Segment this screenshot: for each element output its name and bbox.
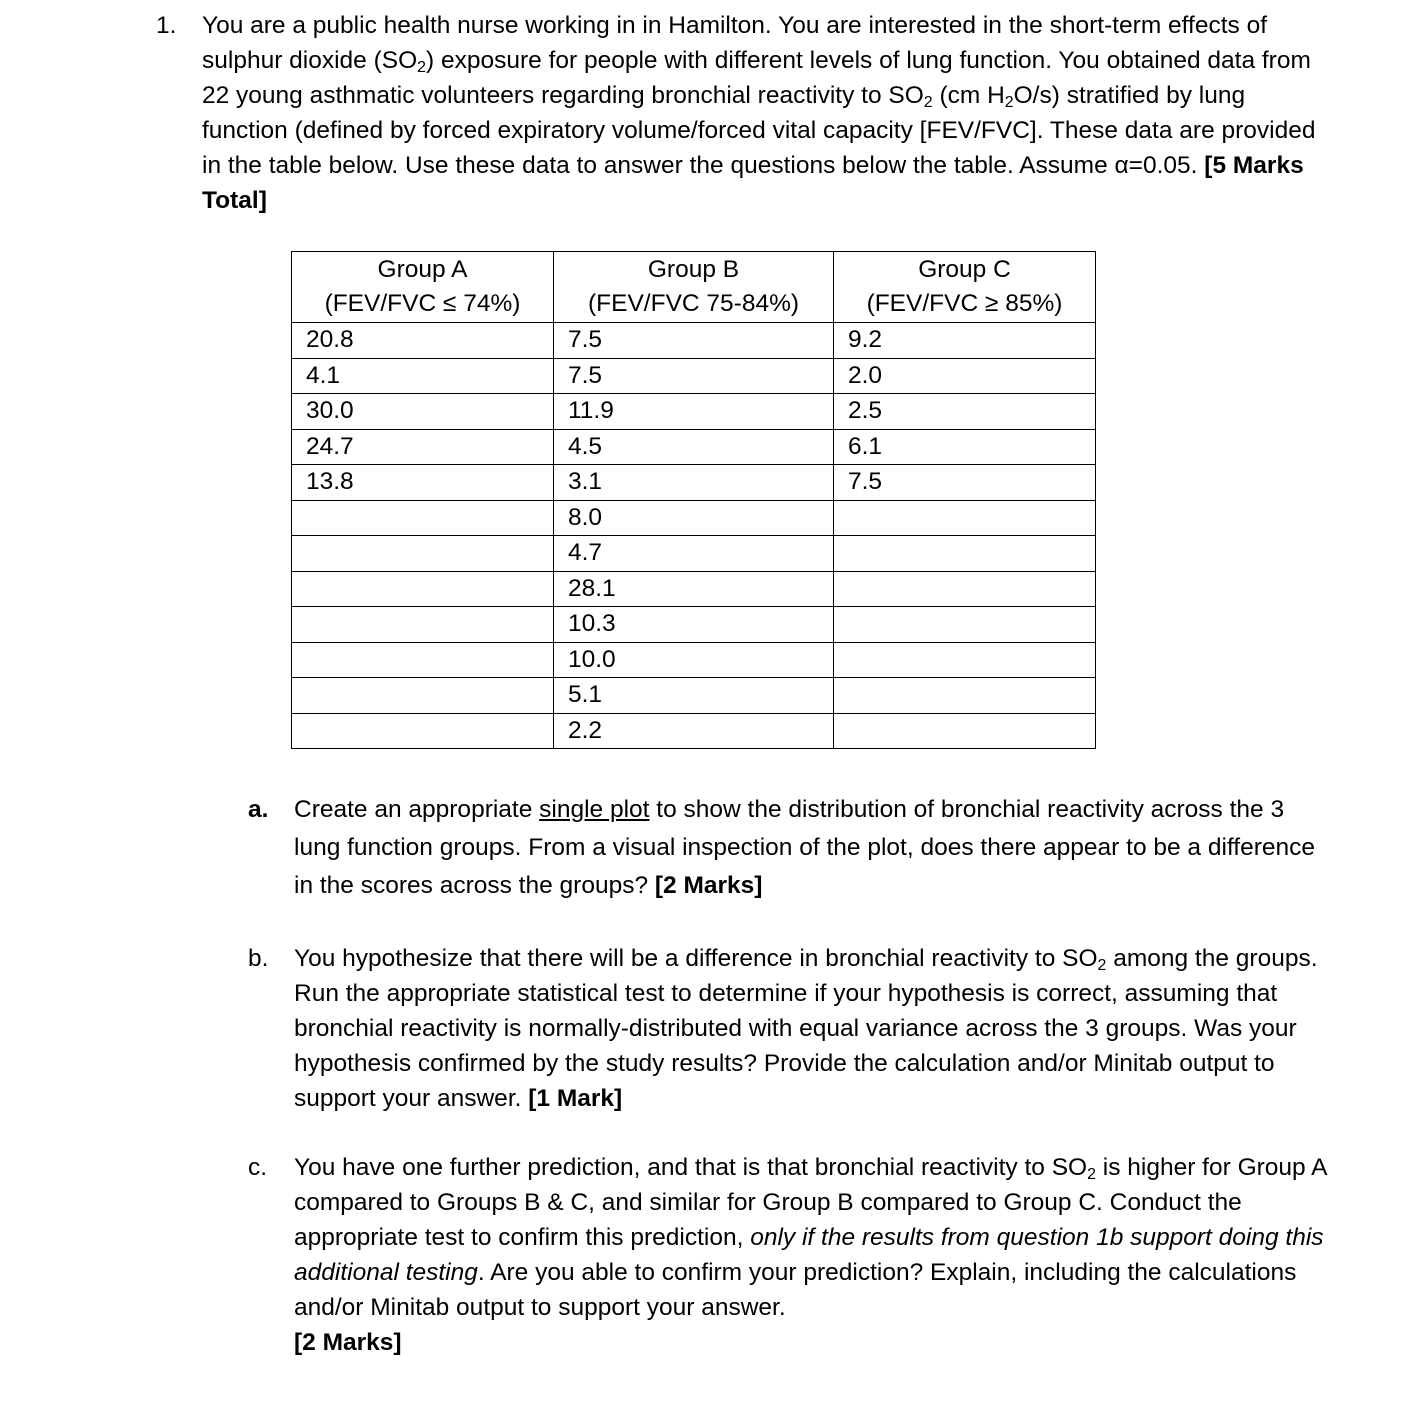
table-cell-group-b: 7.5 bbox=[554, 358, 834, 394]
table-cell-group-a bbox=[292, 571, 554, 607]
part-b-subscript: 2 bbox=[1097, 956, 1107, 974]
part-a bbox=[248, 791, 1328, 905]
table-cell-group-a bbox=[292, 678, 554, 714]
part-b-pre: You hypothesize that there will be a difference in bronchial reactivity to SO bbox=[294, 945, 1098, 972]
table-row bbox=[292, 429, 1096, 465]
intro-text-2: ) exposure for people with different levels of lung function. You obtained data from 22 young asthmatic volunteers regarding bronchial reactivity to SO bbox=[202, 47, 1311, 109]
part-c bbox=[248, 1150, 1328, 1360]
part-a-underlined: single plot bbox=[539, 796, 650, 823]
intro-subscript-2: 2 bbox=[923, 93, 933, 111]
table-cell-group-b: 28.1 bbox=[554, 571, 834, 607]
table-cell-group-b: 2.2 bbox=[554, 713, 834, 749]
intro-subscript-1: 2 bbox=[417, 58, 427, 76]
part-a-pre: Create an appropriate bbox=[294, 796, 540, 823]
table-cell-group-c bbox=[834, 678, 1096, 714]
group-range: (FEV/FVC ≤ 74%) bbox=[324, 290, 521, 317]
table-row bbox=[292, 358, 1096, 394]
table-cell-group-c: 9.2 bbox=[834, 323, 1096, 359]
total-marks: [5 Marks Total] bbox=[202, 152, 1304, 214]
question-1 bbox=[156, 8, 1336, 218]
question-intro bbox=[202, 8, 1336, 218]
part-b-post: among the groups. Run the appropriate statistical test to determine if your hypothesis is correct, assuming that bronchial reactivity is normally-distributed with equal variance across the 3 groups. Was your hypothesis confirmed by the study results? Provide the calculation and/or Minitab output to support your answer. bbox=[294, 945, 1318, 1112]
table-cell-group-a: 30.0 bbox=[292, 394, 554, 430]
table-row bbox=[292, 323, 1096, 359]
table-cell-group-c bbox=[834, 713, 1096, 749]
header-group-c bbox=[834, 252, 1096, 323]
table-cell-group-c bbox=[834, 607, 1096, 643]
table-cell-group-c bbox=[834, 571, 1096, 607]
group-name: Group C bbox=[918, 256, 1011, 283]
header-group-b bbox=[554, 252, 834, 323]
part-c-text bbox=[294, 1150, 1328, 1360]
part-b-label: b. bbox=[248, 945, 269, 972]
part-a-marks: [2 Marks] bbox=[654, 872, 763, 899]
table-cell-group-c: 2.0 bbox=[834, 358, 1096, 394]
table-header-row bbox=[292, 252, 1096, 323]
group-range: (FEV/FVC 75-84%) bbox=[587, 290, 800, 317]
group-range: (FEV/FVC ≥ 85%) bbox=[866, 290, 1063, 317]
group-name: Group A bbox=[377, 256, 468, 283]
table-cell-group-c: 2.5 bbox=[834, 394, 1096, 430]
part-a-label: a. bbox=[248, 796, 269, 823]
table-cell-group-b: 3.1 bbox=[554, 465, 834, 501]
part-c-label: c. bbox=[248, 1154, 268, 1181]
table-cell-group-a: 4.1 bbox=[292, 358, 554, 394]
table-row bbox=[292, 571, 1096, 607]
intro-subscript-3: 2 bbox=[1004, 93, 1014, 111]
question-number: 1. bbox=[156, 12, 177, 39]
group-name: Group B bbox=[647, 256, 740, 283]
table-cell-group-a bbox=[292, 536, 554, 572]
intro-text-4: O/s) stratified by lung function (defined by forced expiratory volume/forced vital capacity [FEV/FVC]. These data are provided in the table below. Use these data to answer the questions below the table. Assume α=0.05. bbox=[202, 82, 1316, 179]
table-cell-group-b: 7.5 bbox=[554, 323, 834, 359]
table-body bbox=[292, 323, 1096, 749]
intro-text-1: You are a public health nurse working in in Hamilton. You are interested in the short-term effects of sulphur dioxide (SO bbox=[202, 12, 1268, 74]
table-cell-group-c bbox=[834, 642, 1096, 678]
table-row bbox=[292, 642, 1096, 678]
part-c-italic: only if the results from question 1b support doing this additional testing bbox=[294, 1224, 1324, 1286]
table-cell-group-a bbox=[292, 713, 554, 749]
table-cell-group-c: 7.5 bbox=[834, 465, 1096, 501]
table-cell-group-a: 20.8 bbox=[292, 323, 554, 359]
table-cell-group-b: 4.5 bbox=[554, 429, 834, 465]
table-cell-group-c: 6.1 bbox=[834, 429, 1096, 465]
table-cell-group-b: 10.0 bbox=[554, 642, 834, 678]
part-a-post: to show the distribution of bronchial reactivity across the 3 lung function groups. From a visual inspection of the plot, does there appear to be a difference in the scores across the groups? bbox=[294, 796, 1316, 899]
table-cell-group-b: 8.0 bbox=[554, 500, 834, 536]
table-row bbox=[292, 607, 1096, 643]
table-row bbox=[292, 394, 1096, 430]
table-cell-group-a bbox=[292, 607, 554, 643]
table-row bbox=[292, 713, 1096, 749]
data-table bbox=[291, 251, 1096, 749]
part-b bbox=[248, 941, 1328, 1116]
part-c-marks: [2 Marks] bbox=[294, 1329, 402, 1356]
part-c-pre: You have one further prediction, and that is that bronchial reactivity to SO bbox=[294, 1154, 1088, 1181]
header-group-a bbox=[292, 252, 554, 323]
part-c-post: . Are you able to confirm your prediction? Explain, including the calculations and/or Minitab output to support your answer. bbox=[294, 1259, 1297, 1321]
intro-text-3: (cm H bbox=[932, 82, 1005, 109]
part-b-text bbox=[294, 941, 1328, 1116]
part-a-text bbox=[294, 791, 1328, 905]
table-row bbox=[292, 465, 1096, 501]
table-cell-group-c bbox=[834, 536, 1096, 572]
table-cell-group-b: 5.1 bbox=[554, 678, 834, 714]
table-cell-group-c bbox=[834, 500, 1096, 536]
table-cell-group-b: 11.9 bbox=[554, 394, 834, 430]
table-cell-group-a bbox=[292, 500, 554, 536]
table-cell-group-b: 4.7 bbox=[554, 536, 834, 572]
table-cell-group-a: 13.8 bbox=[292, 465, 554, 501]
table-cell-group-a bbox=[292, 642, 554, 678]
table-cell-group-b: 10.3 bbox=[554, 607, 834, 643]
part-b-marks: [1 Mark] bbox=[528, 1085, 623, 1112]
part-c-mid: is higher for Group A compared to Groups B & C, and similar for Group B compared to Group C. Conduct the appropriate test to confirm this prediction, bbox=[294, 1154, 1327, 1251]
table-cell-group-a: 24.7 bbox=[292, 429, 554, 465]
part-c-subscript: 2 bbox=[1087, 1165, 1096, 1183]
table-row bbox=[292, 536, 1096, 572]
table-row bbox=[292, 678, 1096, 714]
table-row bbox=[292, 500, 1096, 536]
